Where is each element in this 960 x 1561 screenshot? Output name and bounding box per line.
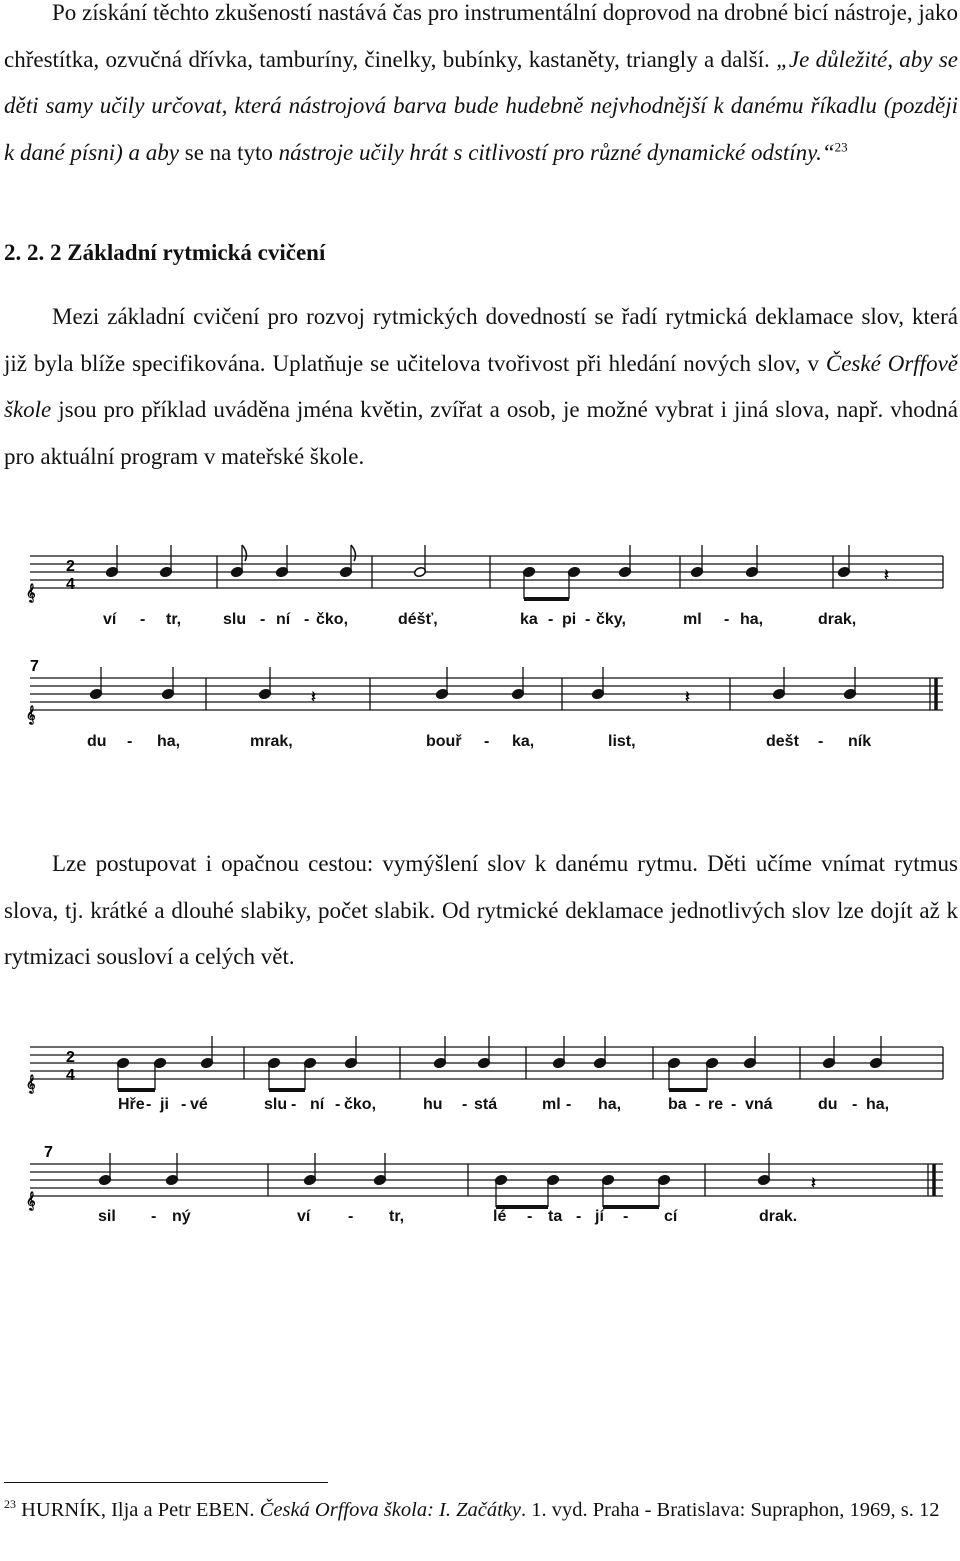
lyric-hyphen: -: [146, 1096, 152, 1113]
paragraph-text: se na tyto: [179, 139, 279, 165]
book-title: České Orffově škole: [4, 350, 958, 422]
lyric-hyphen: -: [260, 611, 266, 628]
lyric-hyphen: -: [818, 733, 824, 750]
lyric-syllable: hu: [423, 1096, 443, 1113]
lyric-hyphen: -: [527, 1208, 533, 1225]
lyric-syllable: čko,: [316, 611, 349, 628]
lyric-hyphen: -: [291, 1096, 297, 1113]
lyric-hyphen: -: [852, 1096, 858, 1113]
lyric-syllable: Hře: [118, 1096, 145, 1113]
lyric-syllable: jí: [595, 1208, 604, 1225]
lyric-hyphen: -: [484, 733, 490, 750]
lyric-syllable: čko,: [344, 1096, 377, 1113]
lyric-syllable: ml: [683, 611, 702, 628]
footnote: [4, 1492, 958, 1529]
lyric-syllable: ní: [276, 611, 291, 628]
lyric-syllable: ka: [520, 611, 538, 628]
lyric-hyphen: -: [695, 1096, 701, 1113]
lyric-hyphen: -: [335, 1096, 341, 1113]
lyric-syllable: dešt: [766, 733, 799, 750]
lyric-syllable: drak,: [818, 611, 857, 628]
lyric-syllable: du: [87, 733, 107, 750]
paragraph-text: jsou pro příklad uváděna jména květin, zvířat a osob, je možné vybrat i jiná slova, např. vhodná pro aktuální program v mateřské škole.: [4, 397, 958, 469]
lyric-syllable: ha,: [866, 1096, 890, 1113]
lyric-syllable: slu: [223, 611, 247, 628]
lyric-syllable: ba: [668, 1096, 687, 1113]
lyric-syllable: ník: [848, 733, 872, 750]
lyric-syllable: déšť,: [398, 611, 438, 628]
lyric-syllable: stá: [474, 1096, 498, 1113]
paragraph-text: Po získání těchto zkušeností nastává čas pro instrumentální doprovod na drobné bicí nástroje, jako chřestítka, ozvučná dřívka, tamburíny, činelky, bubínky, kastaněty, triangly a další.: [4, 0, 958, 72]
lyric-syllable: bouř: [426, 733, 462, 750]
lyric-syllable: re: [708, 1096, 724, 1113]
lyric-hyphen: -: [127, 733, 133, 750]
lyric-syllable: čky,: [596, 611, 626, 628]
footnote-divider: [4, 1482, 328, 1483]
lyric-syllable: slu: [264, 1096, 288, 1113]
lyric-syllable: vé: [190, 1096, 208, 1113]
lyric-syllable: cí: [664, 1208, 678, 1225]
lyric-hyphen: -: [724, 611, 730, 628]
lyric-syllable: du: [818, 1096, 838, 1113]
barlines: [244, 1047, 943, 1196]
footnote-publication: . 1. vyd. Praha - Bratislava: Supraphon, 1969, s. 12: [521, 1499, 940, 1521]
lyric-hyphen: -: [304, 611, 310, 628]
lyric-hyphen: -: [585, 611, 591, 628]
rest-icon: 𝄽: [811, 1175, 816, 1192]
lyric-syllable: ha,: [740, 611, 764, 628]
footnote-number: 23: [4, 1497, 16, 1512]
rest-icon: 𝄽: [685, 689, 690, 706]
lyric-hyphen: -: [348, 1208, 354, 1225]
lyric-syllable: vná: [745, 1096, 773, 1113]
lyric-syllable: lé: [493, 1208, 507, 1225]
lyric-syllable: ha,: [598, 1096, 622, 1113]
measure-number: 7: [44, 1144, 53, 1161]
lyric-syllable: ta: [548, 1208, 563, 1225]
lyric-syllable: ví: [103, 611, 117, 628]
lyric-syllable: list,: [608, 733, 636, 750]
rest-icon: 𝄽: [884, 567, 889, 584]
time-signature-top: 2: [66, 1049, 75, 1066]
lyric-syllable: ml: [542, 1096, 561, 1113]
lyric-syllable: drak.: [759, 1208, 798, 1225]
time-signature-top: 2: [66, 558, 75, 575]
time-signature-bottom: 4: [66, 576, 75, 593]
lyric-syllable: ví: [297, 1208, 311, 1225]
paragraph-reverse-approach: Lze postupovat i opačnou cestou: vymýšlení slov k danému rytmu. Děti učíme vnímat rytmus slova, tj. krátké a dlouhé slabiky, počet slabik. Od rytmické deklamace jednotlivých slov lze dojít až k rytmizaci sousloví a celých vět.: [4, 851, 958, 969]
lyric-syllable: ha,: [157, 733, 181, 750]
footnote-authors: HURNÍK, Ilja a Petr EBEN.: [21, 1499, 260, 1521]
lyric-syllable: sil: [98, 1208, 116, 1225]
rest-icon: 𝄽: [311, 689, 316, 706]
treble-clef-icon: 𝄞: [26, 1193, 36, 1210]
lyric-hyphen: -: [623, 1208, 629, 1225]
quote-text: „Je důležité, aby se děti samy učily určovat, která nástrojová barva bude hudebně nejvhodnější k danému říkadlu (později k dané písni) a aby: [4, 46, 959, 165]
lyric-hyphen: -: [576, 1208, 582, 1225]
treble-clef-icon: 𝄞: [26, 585, 36, 602]
section-heading: 2. 2. 2 Základní rytmická cvičení: [4, 240, 326, 265]
treble-clef-icon: 𝄞: [26, 1076, 36, 1093]
time-signature-bottom: 4: [66, 1067, 75, 1084]
lyric-hyphen: -: [181, 1096, 187, 1113]
paragraph-text: Mezi základní cvičení pro rozvoj rytmických dovedností se řadí rytmická deklamace slov, která již byla blíže specifikována. Uplatňuje se učitelova tvořivost při hledání nových slov, v: [4, 304, 958, 376]
lyric-hyphen: -: [140, 611, 146, 628]
treble-clef-icon: 𝄞: [26, 707, 36, 724]
lyric-hyphen: -: [566, 1096, 572, 1113]
lyric-hyphen: -: [548, 611, 554, 628]
footnote-reference[interactable]: 23: [834, 138, 848, 154]
lyric-syllable: ní: [310, 1096, 325, 1113]
measure-number: 7: [30, 658, 39, 675]
lyric-hyphen: -: [462, 1096, 468, 1113]
lyric-syllable: ný: [172, 1208, 191, 1225]
lyric-syllable: ka,: [512, 733, 535, 750]
lyric-syllable: ji: [160, 1096, 169, 1113]
lyric-syllable: mrak,: [250, 733, 293, 750]
footnote-title: Česká Orffova škola: I. Začátky: [259, 1499, 522, 1521]
lyric-syllable: pi: [562, 611, 577, 628]
staff-lines: [30, 1047, 943, 1196]
lyric-syllable: tr,: [166, 611, 182, 628]
quote-text: nástroje učily hrát s citlivostí pro různé dynamické odstíny.“: [278, 139, 835, 165]
lyric-syllable: tr,: [389, 1208, 405, 1225]
lyric-hyphen: -: [731, 1096, 737, 1113]
lyric-hyphen: -: [151, 1208, 157, 1225]
